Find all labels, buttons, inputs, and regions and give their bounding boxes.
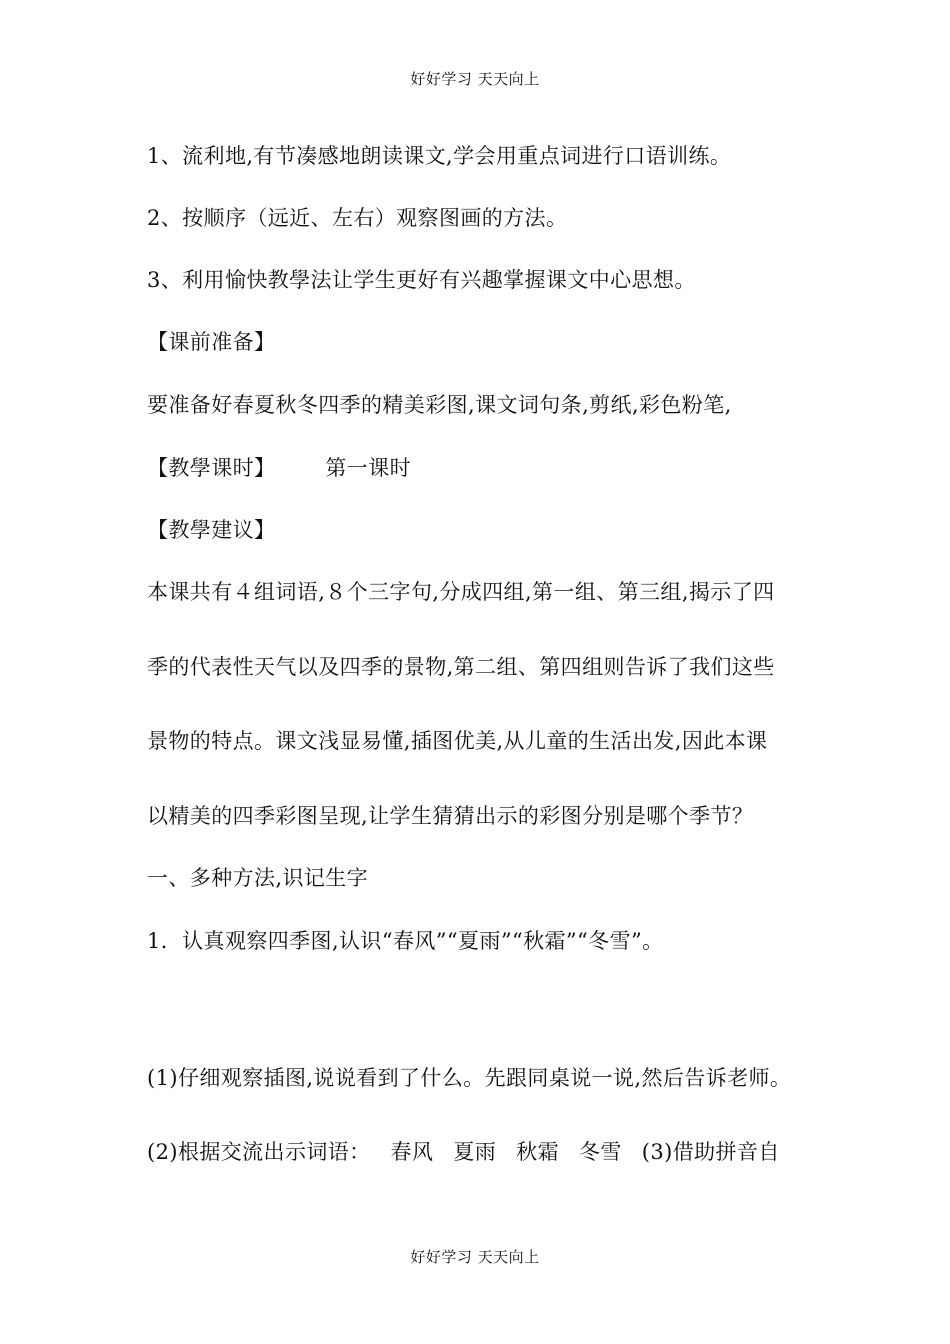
word-chunfeng: 春风 xyxy=(390,1140,434,1164)
advice-heading: 【教學建议】 xyxy=(147,518,276,542)
sub-step-1: (1)仔细观察插图,说说看到了什么。先跟同桌说一说,然后告诉老师。 xyxy=(147,1066,792,1090)
word-dongxue: 冬雪 xyxy=(578,1140,622,1164)
objective-2: 2、按顺序（远近、左右）观察图画的方法。 xyxy=(147,206,568,230)
prep-heading: 【课前准备】 xyxy=(147,330,276,354)
sub-step-2-prefix: (2)根据交流出示词语： xyxy=(147,1140,371,1164)
period-row xyxy=(147,452,411,482)
advice-line-2: 季的代表性天气以及四季的景物,第二组、第四组则告诉了我们这些 xyxy=(147,655,775,679)
section-title: 一、多种方法,识记生字 xyxy=(147,866,369,890)
step-1: 1．认真观察四季图,认识“春风”“夏雨”“秋霜”“冬雪”。 xyxy=(147,929,664,953)
sub-step-3: (3)借助拼音自 xyxy=(641,1140,780,1164)
sub-step-2 xyxy=(147,1136,780,1166)
advice-line-3: 景物的特点。课文浅显易懂,插图优美,从儿童的生活出发,因此本课 xyxy=(147,729,768,753)
objective-1: 1、流利地,有节凑感地朗读课文,学会用重点词进行口语训练。 xyxy=(147,144,732,168)
objective-3: 3、利用愉快教學法让学生更好有兴趣掌握课文中心思想。 xyxy=(147,268,696,292)
prep-text: 要准备好春夏秋冬四季的精美彩图,课文词句条,剪纸,彩色粉笔, xyxy=(147,393,732,417)
period-heading: 【教學课时】 xyxy=(147,456,276,480)
advice-line-1: 本课共有４组词语,８个三字句,分成四组,第一组、第三组,揭示了四 xyxy=(147,580,775,604)
word-xiayu: 夏雨 xyxy=(453,1140,497,1164)
word-qiushuang: 秋霜 xyxy=(516,1140,559,1164)
advice-line-4: 以精美的四季彩图呈现,让学生猜猜出示的彩图分别是哪个季节？ xyxy=(147,804,754,828)
period-value: 第一课时 xyxy=(325,456,412,480)
page-header: 好好学习 天天向上 xyxy=(410,70,540,88)
page-footer: 好好学习 天天向上 xyxy=(410,1248,540,1266)
